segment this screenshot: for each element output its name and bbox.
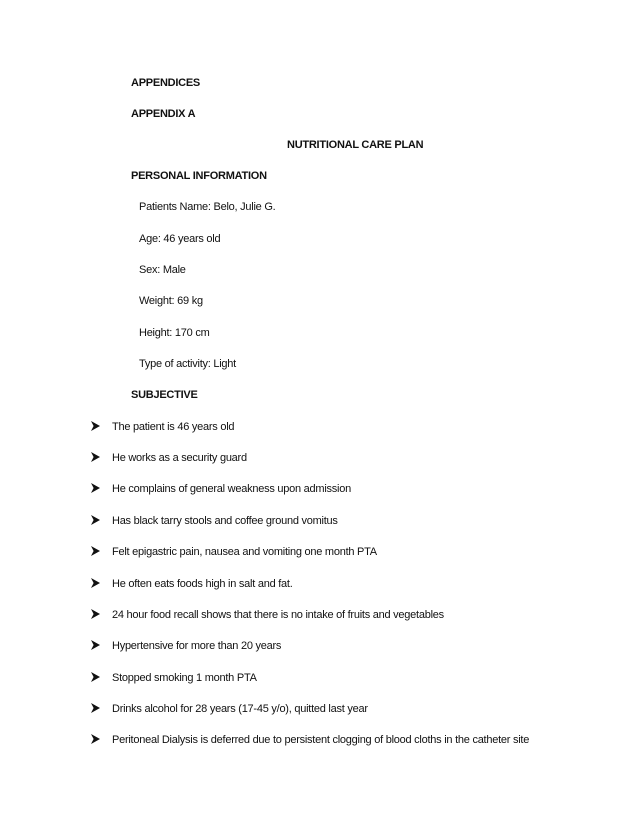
subjective-list-item: [91, 702, 368, 716]
subjective-list-item: [91, 420, 234, 434]
arrowhead-bullet-icon: [91, 452, 100, 462]
personal-item-name: Patients Name: Belo, Julie G.: [139, 201, 276, 213]
arrowhead-bullet-icon: [91, 515, 100, 525]
personal-item-weight: Weight: 69 kg: [139, 295, 203, 307]
nutritional-care-plan-title: NUTRITIONAL CARE PLAN: [287, 139, 424, 151]
personal-item-height: Height: 170 cm: [139, 327, 210, 339]
subjective-item-text: He complains of general weakness upon admission: [112, 483, 351, 495]
arrowhead-bullet-icon: [91, 672, 100, 682]
subjective-item-text: 24 hour food recall shows that there is no intake of fruits and vegetables: [112, 609, 444, 621]
arrowhead-bullet-icon: [91, 578, 100, 588]
appendix-a-heading: APPENDIX A: [131, 108, 196, 120]
arrowhead-bullet-icon: [91, 640, 100, 650]
subjective-list-item: [91, 545, 377, 559]
subjective-item-text: Peritoneal Dialysis is deferred due to persistent clogging of blood cloths in the catheter site: [112, 734, 530, 746]
subjective-item-text: Stopped smoking 1 month PTA: [112, 672, 257, 684]
subjective-list-item: [91, 733, 529, 747]
subjective-item-text: He works as a security guard: [112, 452, 247, 464]
subjective-item-text: Drinks alcohol for 28 years (17-45 y/o), quitted last year: [112, 703, 368, 715]
subjective-item-text: He often eats foods high in salt and fat.: [112, 578, 293, 590]
subjective-item-text: The patient is 46 years old: [112, 421, 235, 433]
subjective-item-text: Hypertensive for more than 20 years: [112, 640, 282, 652]
subjective-item-text: Felt epigastric pain, nausea and vomiting one month PTA: [112, 546, 377, 558]
subjective-list-item: [91, 451, 247, 465]
subjective-list-item: [91, 639, 281, 653]
personal-item-age: Age: 46 years old: [139, 233, 221, 245]
personal-item-sex: Sex: Male: [139, 264, 186, 276]
arrowhead-bullet-icon: [91, 609, 100, 619]
personal-item-activity: Type of activity: Light: [139, 358, 236, 370]
arrowhead-bullet-icon: [91, 546, 100, 556]
arrowhead-bullet-icon: [91, 703, 100, 713]
subjective-list-item: [91, 482, 351, 496]
subjective-list-item: [91, 608, 444, 622]
subjective-list-item: [91, 514, 338, 528]
personal-information-heading: PERSONAL INFORMATION: [131, 170, 267, 182]
subjective-heading: SUBJECTIVE: [131, 389, 198, 401]
subjective-list-item: [91, 671, 257, 685]
arrowhead-bullet-icon: [91, 483, 100, 493]
arrowhead-bullet-icon: [91, 734, 100, 744]
subjective-item-text: Has black tarry stools and coffee ground vomitus: [112, 515, 338, 527]
appendices-heading: APPENDICES: [131, 77, 201, 89]
arrowhead-bullet-icon: [91, 421, 100, 431]
subjective-list-item: [91, 577, 293, 591]
